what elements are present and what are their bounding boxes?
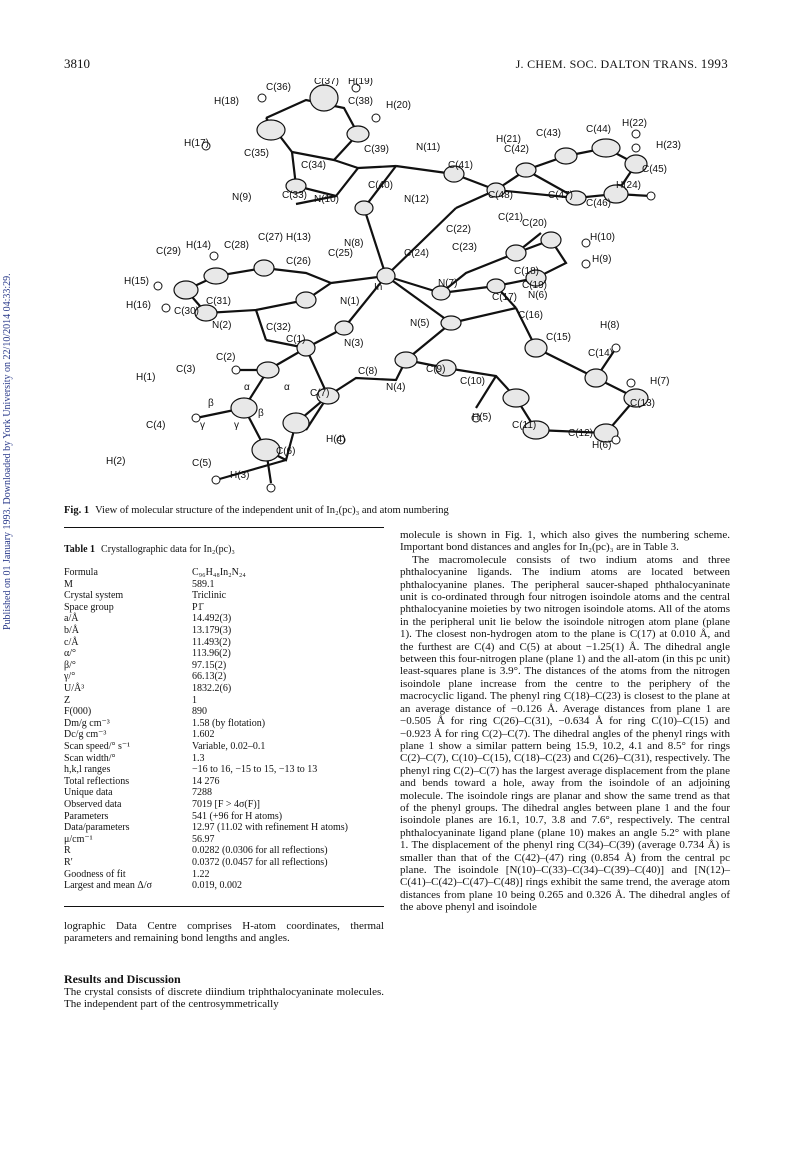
parameter-name: Space group xyxy=(64,601,114,613)
atom-label: H(23) xyxy=(656,140,682,151)
page-number: 3810 xyxy=(64,56,90,71)
parameter-name: α/° xyxy=(64,648,77,660)
table-row xyxy=(64,625,384,636)
parameter-name: Dm/g cm⁻³ xyxy=(64,717,110,729)
table-row xyxy=(64,753,384,764)
table-row xyxy=(64,567,384,578)
left-column-text: lographic Data Centre comprises H-atom coordinates, thermal parameters and remaining bond lengths and angles. xyxy=(64,920,384,945)
atom-label: In xyxy=(374,282,383,293)
parameter-name: Scan speed/° s⁻¹ xyxy=(64,741,131,752)
atom-label: N(1) xyxy=(340,296,360,307)
atom-label: N(8) xyxy=(344,238,364,249)
atom-label: C(48) xyxy=(488,190,514,201)
parameter-value: 1 xyxy=(192,694,197,706)
atom-label: C(17) xyxy=(492,292,518,303)
molecule-drawing xyxy=(96,78,696,498)
table-row xyxy=(64,776,384,787)
parameter-value: 14.492(3) xyxy=(192,613,232,625)
atom-label: H(8) xyxy=(600,320,620,331)
parameter-value: 113.96(2) xyxy=(192,648,231,660)
parameter-name: Goodness of fit xyxy=(64,868,126,880)
atom-label: H(24) xyxy=(616,180,642,191)
atom-label: C(31) xyxy=(206,296,232,307)
atom-label: C(29) xyxy=(156,246,182,257)
parameter-name: c/Å xyxy=(64,636,79,648)
parameter-value: C₉₆H₄₈In₂N₂₄ xyxy=(192,567,246,578)
table-row xyxy=(64,834,384,845)
atom-label: H(3) xyxy=(230,470,250,481)
parameter-name: h,k,l ranges xyxy=(64,764,111,776)
atom-label: C(24) xyxy=(404,248,430,259)
parameter-value: Variable, 0.02–0.1 xyxy=(192,741,266,752)
table-row xyxy=(64,822,384,833)
table-row xyxy=(64,683,384,694)
journal-name: J. CHEM. SOC. DALTON TRANS. xyxy=(515,57,698,71)
atom-label: C(14) xyxy=(588,348,614,359)
table-row xyxy=(64,869,384,880)
parameter-name: Z xyxy=(64,694,71,706)
atom-label: γ xyxy=(234,420,239,431)
parameter-value: 14 276 xyxy=(192,775,220,787)
parameter-value: 890 xyxy=(192,706,207,718)
table-row xyxy=(64,811,384,822)
parameter-name: Observed data xyxy=(64,799,122,810)
atom-label: H(1) xyxy=(136,372,156,383)
atom-label: C(9) xyxy=(426,364,446,375)
parameter-value: 97.15(2) xyxy=(192,659,227,671)
parameter-value: Triclinic xyxy=(192,590,227,602)
table-top-rule xyxy=(64,527,384,528)
atom-label: C(2) xyxy=(216,352,236,363)
atom-label: β xyxy=(208,398,214,409)
atom-label: C(15) xyxy=(546,332,572,343)
atom-label: H(16) xyxy=(126,300,152,311)
parameter-value: 1.58 (by flotation) xyxy=(192,717,266,729)
atom-label: C(27) xyxy=(258,232,284,243)
atom-label: H(5) xyxy=(472,412,492,423)
parameter-value: 1.22 xyxy=(192,868,210,880)
table-row xyxy=(64,579,384,590)
atom-label: N(11) xyxy=(416,142,441,153)
table-bottom-rule xyxy=(64,906,384,907)
atom-label: C(26) xyxy=(286,256,312,267)
table-row xyxy=(64,706,384,717)
atom-label: H(19) xyxy=(348,78,374,87)
download-notice: Published on 01 January 1993. Downloaded by York University on 22/10/2014 04:33:29. xyxy=(2,273,13,630)
table-row xyxy=(64,718,384,729)
table-title-text: Crystallographic data for In₂(pc)₃ xyxy=(101,544,235,555)
journal-header xyxy=(516,56,728,72)
atom-label: C(43) xyxy=(536,128,562,139)
parameter-value: 0.019, 0.002 xyxy=(192,880,242,892)
table-row xyxy=(64,880,384,891)
parameter-value: 7019 [F > 4σ(F)] xyxy=(192,799,260,810)
atom-label: N(2) xyxy=(212,320,232,331)
right-column xyxy=(400,529,730,914)
atom-label: H(6) xyxy=(592,440,612,451)
atom-label: C(45) xyxy=(642,164,668,175)
atom-ellipsoids xyxy=(174,85,648,461)
atom-label: C(6) xyxy=(276,446,296,457)
parameter-name: Parameters xyxy=(64,810,109,822)
atom-label: C(46) xyxy=(586,198,612,209)
atom-label: N(3) xyxy=(344,338,364,349)
atom-label: C(39) xyxy=(364,144,390,155)
atom-label: C(8) xyxy=(358,366,378,377)
table-row xyxy=(64,787,384,798)
table-row xyxy=(64,602,384,613)
atom-label: C(28) xyxy=(224,240,250,251)
atom-label: C(35) xyxy=(244,148,270,159)
atom-label: α xyxy=(244,382,250,393)
atom-label: C(47) xyxy=(548,190,574,201)
atom-label: H(15) xyxy=(124,276,150,287)
table-row xyxy=(64,660,384,671)
parameter-name: β/° xyxy=(64,659,76,671)
atom-label: H(10) xyxy=(590,232,616,243)
parameter-name: Formula xyxy=(64,567,98,578)
atom-label: H(21) xyxy=(496,134,522,145)
atom-label: H(14) xyxy=(186,240,212,251)
table-title xyxy=(64,544,235,555)
parameter-name: Crystal system xyxy=(64,590,124,602)
atom-label: C(22) xyxy=(446,224,472,235)
figure-label: Fig. 1 xyxy=(64,505,90,516)
atom-label: C(19) xyxy=(522,280,548,291)
atom-label: H(18) xyxy=(214,96,240,107)
parameter-name: Unique data xyxy=(64,787,113,799)
atom-label: C(34) xyxy=(301,160,327,171)
right-paragraph-2: The macromolecule consists of two indium atoms and three phthalocyanine ligands. The indium atoms are located between phthalocyanine planes. The peripheral saucer-shaped phthalocyaninate unit is co-ordinated through four nitrogen isoindole atoms and the central phthalocyanine moieties by two nitrogen isoindole atoms. All of the atoms in the peripheral unit lie below the isoindole nitrogen atom plane (plane 1). The closest non-hydrogen atom to the plane is C(17) at 0.010 Å, and the furthest are C(4) and C(5) at about −1.25(1) Å. The dihedral angle between this four-nitrogen plane (plane 1) and the all-atom (in this pc unit) least-squares plane is 3.9°. The distances of the atoms from the nitrogen isoindole plane increase from the centre to the periphery of the macrocyclic ligand. The phenyl ring C(18)–C(23) is closest to the plane at an average distance of −0.126 Å. Average distances from plane 1 are −0.505 Å for ring C(26)–C(31), −0.634 Å for ring C(10)–C(15) and −0.923 Å for ring C(2)–C(7). The dihedral angles of the phenyl rings with plane 1 show a similar pattern being 15.9, 10.2, 4.1 and 8.5° for rings C(2)–C(7), C(10)–C(15), C(18)–C(23) and C(26)–C(31), respectively. The phenyl ring C(2)–C(7) has the largest average displacement from the plane and bends toward a hole, away from the isoindole of an adjoining molecule. The isoindole rings are planar and show the same trend as that of the phenyl groups. The dihedral angles between plane 1 and the four isoindole planes are 16.1, 10.7, 3.8 and 7.6°, respectively. The central phthalocyaninate ligand plane (plane 10) makes an angle 5.2° with plane 1. The displacement of the phenyl ring C(34)–C(39) (average 0.734 Å) is smaller than that of the C(42)–(47) ring (0.854 Å) from the central pc plane. The isoindole [N(10)–C(33)–C(34)–C(39)–C(40)] and [N(12)–C(41)–C(42)–C(47)–C(48)] rings exhibit the same trend, the average atom distances from plane 10 being 0.265 and 0.326 Å. The dihedral angles of the above phenyl and isoindole xyxy=(400,553,730,914)
parameter-value: 66.13(2) xyxy=(192,671,227,683)
table-row xyxy=(64,857,384,868)
parameter-name: a/Å xyxy=(64,613,79,625)
atom-label: C(18) xyxy=(514,266,540,277)
table-row xyxy=(64,648,384,659)
journal-year: 1993 xyxy=(700,56,728,71)
atom-label: C(42) xyxy=(504,144,530,155)
parameter-value: 12.97 (11.02 with refinement H atoms) xyxy=(192,822,348,834)
parameter-value: 0.0372 (0.0457 for all reflections) xyxy=(192,857,328,868)
parameter-value: 0.0282 (0.0306 for all reflections) xyxy=(192,845,328,857)
atom-label: C(16) xyxy=(518,310,544,321)
parameter-value: 7288 xyxy=(192,787,212,799)
atom-label: H(4) xyxy=(326,434,346,445)
figure-caption xyxy=(64,505,449,516)
parameter-name: Scan width/° xyxy=(64,752,116,764)
atom-label: C(38) xyxy=(348,96,374,107)
parameter-value: 541 (+96 for H atoms) xyxy=(192,810,283,822)
atom-label: β xyxy=(258,408,264,419)
atom-label: N(7) xyxy=(438,278,458,289)
atom-label: N(9) xyxy=(232,192,252,203)
table-row xyxy=(64,799,384,810)
parameter-value: 589.1 xyxy=(192,578,215,590)
table-row xyxy=(64,613,384,624)
parameter-name: M xyxy=(64,578,73,590)
atom-label: C(3) xyxy=(176,364,196,375)
atom-label: H(20) xyxy=(386,100,412,111)
atom-label: C(40) xyxy=(368,180,394,191)
table-row xyxy=(64,845,384,856)
atom-label: C(33) xyxy=(282,190,308,201)
parameter-value: P1̄ xyxy=(192,601,203,613)
atom-label: C(10) xyxy=(460,376,486,387)
parameter-name: R xyxy=(64,845,71,857)
parameter-name: F(000) xyxy=(64,706,92,718)
parameter-name: Total reflections xyxy=(64,775,130,787)
atom-label: C(11) xyxy=(512,420,537,431)
atom-label: α xyxy=(284,382,290,393)
atom-label: C(21) xyxy=(498,212,524,223)
atom-label: C(44) xyxy=(586,124,612,135)
molecular-structure-figure xyxy=(96,78,696,498)
table-row xyxy=(64,671,384,682)
atom-label: C(20) xyxy=(522,218,548,229)
results-paragraph: The crystal consists of discrete diindium triphthalocyaninate molecules. The independent part of the centrosymmetrically xyxy=(64,986,384,1011)
atom-label: C(37) xyxy=(314,78,340,87)
atom-label: C(4) xyxy=(146,420,166,431)
atom-label: H(7) xyxy=(650,376,670,387)
atom-label: C(32) xyxy=(266,322,292,333)
parameter-name: Dc/g cm⁻³ xyxy=(64,729,107,741)
parameter-name: γ/° xyxy=(64,671,76,683)
atom-label: C(36) xyxy=(266,82,292,93)
atom-label: C(1) xyxy=(286,334,306,345)
parameter-value: 11.493(2) xyxy=(192,636,231,648)
atom-label: H(2) xyxy=(106,456,126,467)
parameter-name: Data/parameters xyxy=(64,822,130,834)
parameter-value: 13.179(3) xyxy=(192,625,232,636)
parameter-value: 1.602 xyxy=(192,729,215,741)
atom-label: C(23) xyxy=(452,242,478,253)
table-row xyxy=(64,695,384,706)
table-row xyxy=(64,764,384,775)
atom-label: C(7) xyxy=(310,388,330,399)
parameter-value: 1.3 xyxy=(192,752,205,764)
atom-label: H(9) xyxy=(592,254,612,265)
atom-label: N(4) xyxy=(386,382,406,393)
parameter-name: U/Å³ xyxy=(64,683,85,694)
atom-label: N(5) xyxy=(410,318,430,329)
parameter-name: μ/cm⁻¹ xyxy=(64,833,93,845)
parameter-name: Largest and mean Δ/σ xyxy=(64,880,152,892)
atom-label: C(41) xyxy=(448,160,474,171)
section-heading: Results and Discussion xyxy=(64,972,181,986)
atom-label: C(12) xyxy=(568,428,594,439)
atom-label: C(25) xyxy=(328,248,354,259)
parameter-name: b/Å xyxy=(64,625,79,636)
atom-label: γ xyxy=(200,420,205,431)
figure-caption-text: View of molecular structure of the independent unit of In₂(pc)₃ and atom numbering xyxy=(95,505,449,516)
atom-label: C(13) xyxy=(630,398,656,409)
right-paragraph-1: molecule is shown in Fig. 1, which also gives the numbering scheme. Important bond distances and angles for In₂(pc)₃ are in Table 3. xyxy=(400,529,730,554)
atom-label: H(22) xyxy=(622,118,648,129)
atom-label: C(5) xyxy=(192,458,212,469)
table-row xyxy=(64,590,384,601)
parameter-name: R′ xyxy=(64,857,73,868)
table-row xyxy=(64,741,384,752)
table-row xyxy=(64,729,384,740)
atom-label: N(12) xyxy=(404,194,430,205)
atom-label: H(13) xyxy=(286,232,312,243)
parameter-value: 56.97 xyxy=(192,833,215,845)
atom-label: C(30) xyxy=(174,306,200,317)
atom-label: N(10) xyxy=(314,194,340,205)
atom-label: H(17) xyxy=(184,138,210,149)
atom-label: N(6) xyxy=(528,290,548,301)
parameter-value: 1832.2(6) xyxy=(192,683,232,694)
table-label: Table 1 xyxy=(64,544,96,555)
parameter-value: −16 to 16, −15 to 15, −13 to 13 xyxy=(192,764,318,776)
table-row xyxy=(64,637,384,648)
